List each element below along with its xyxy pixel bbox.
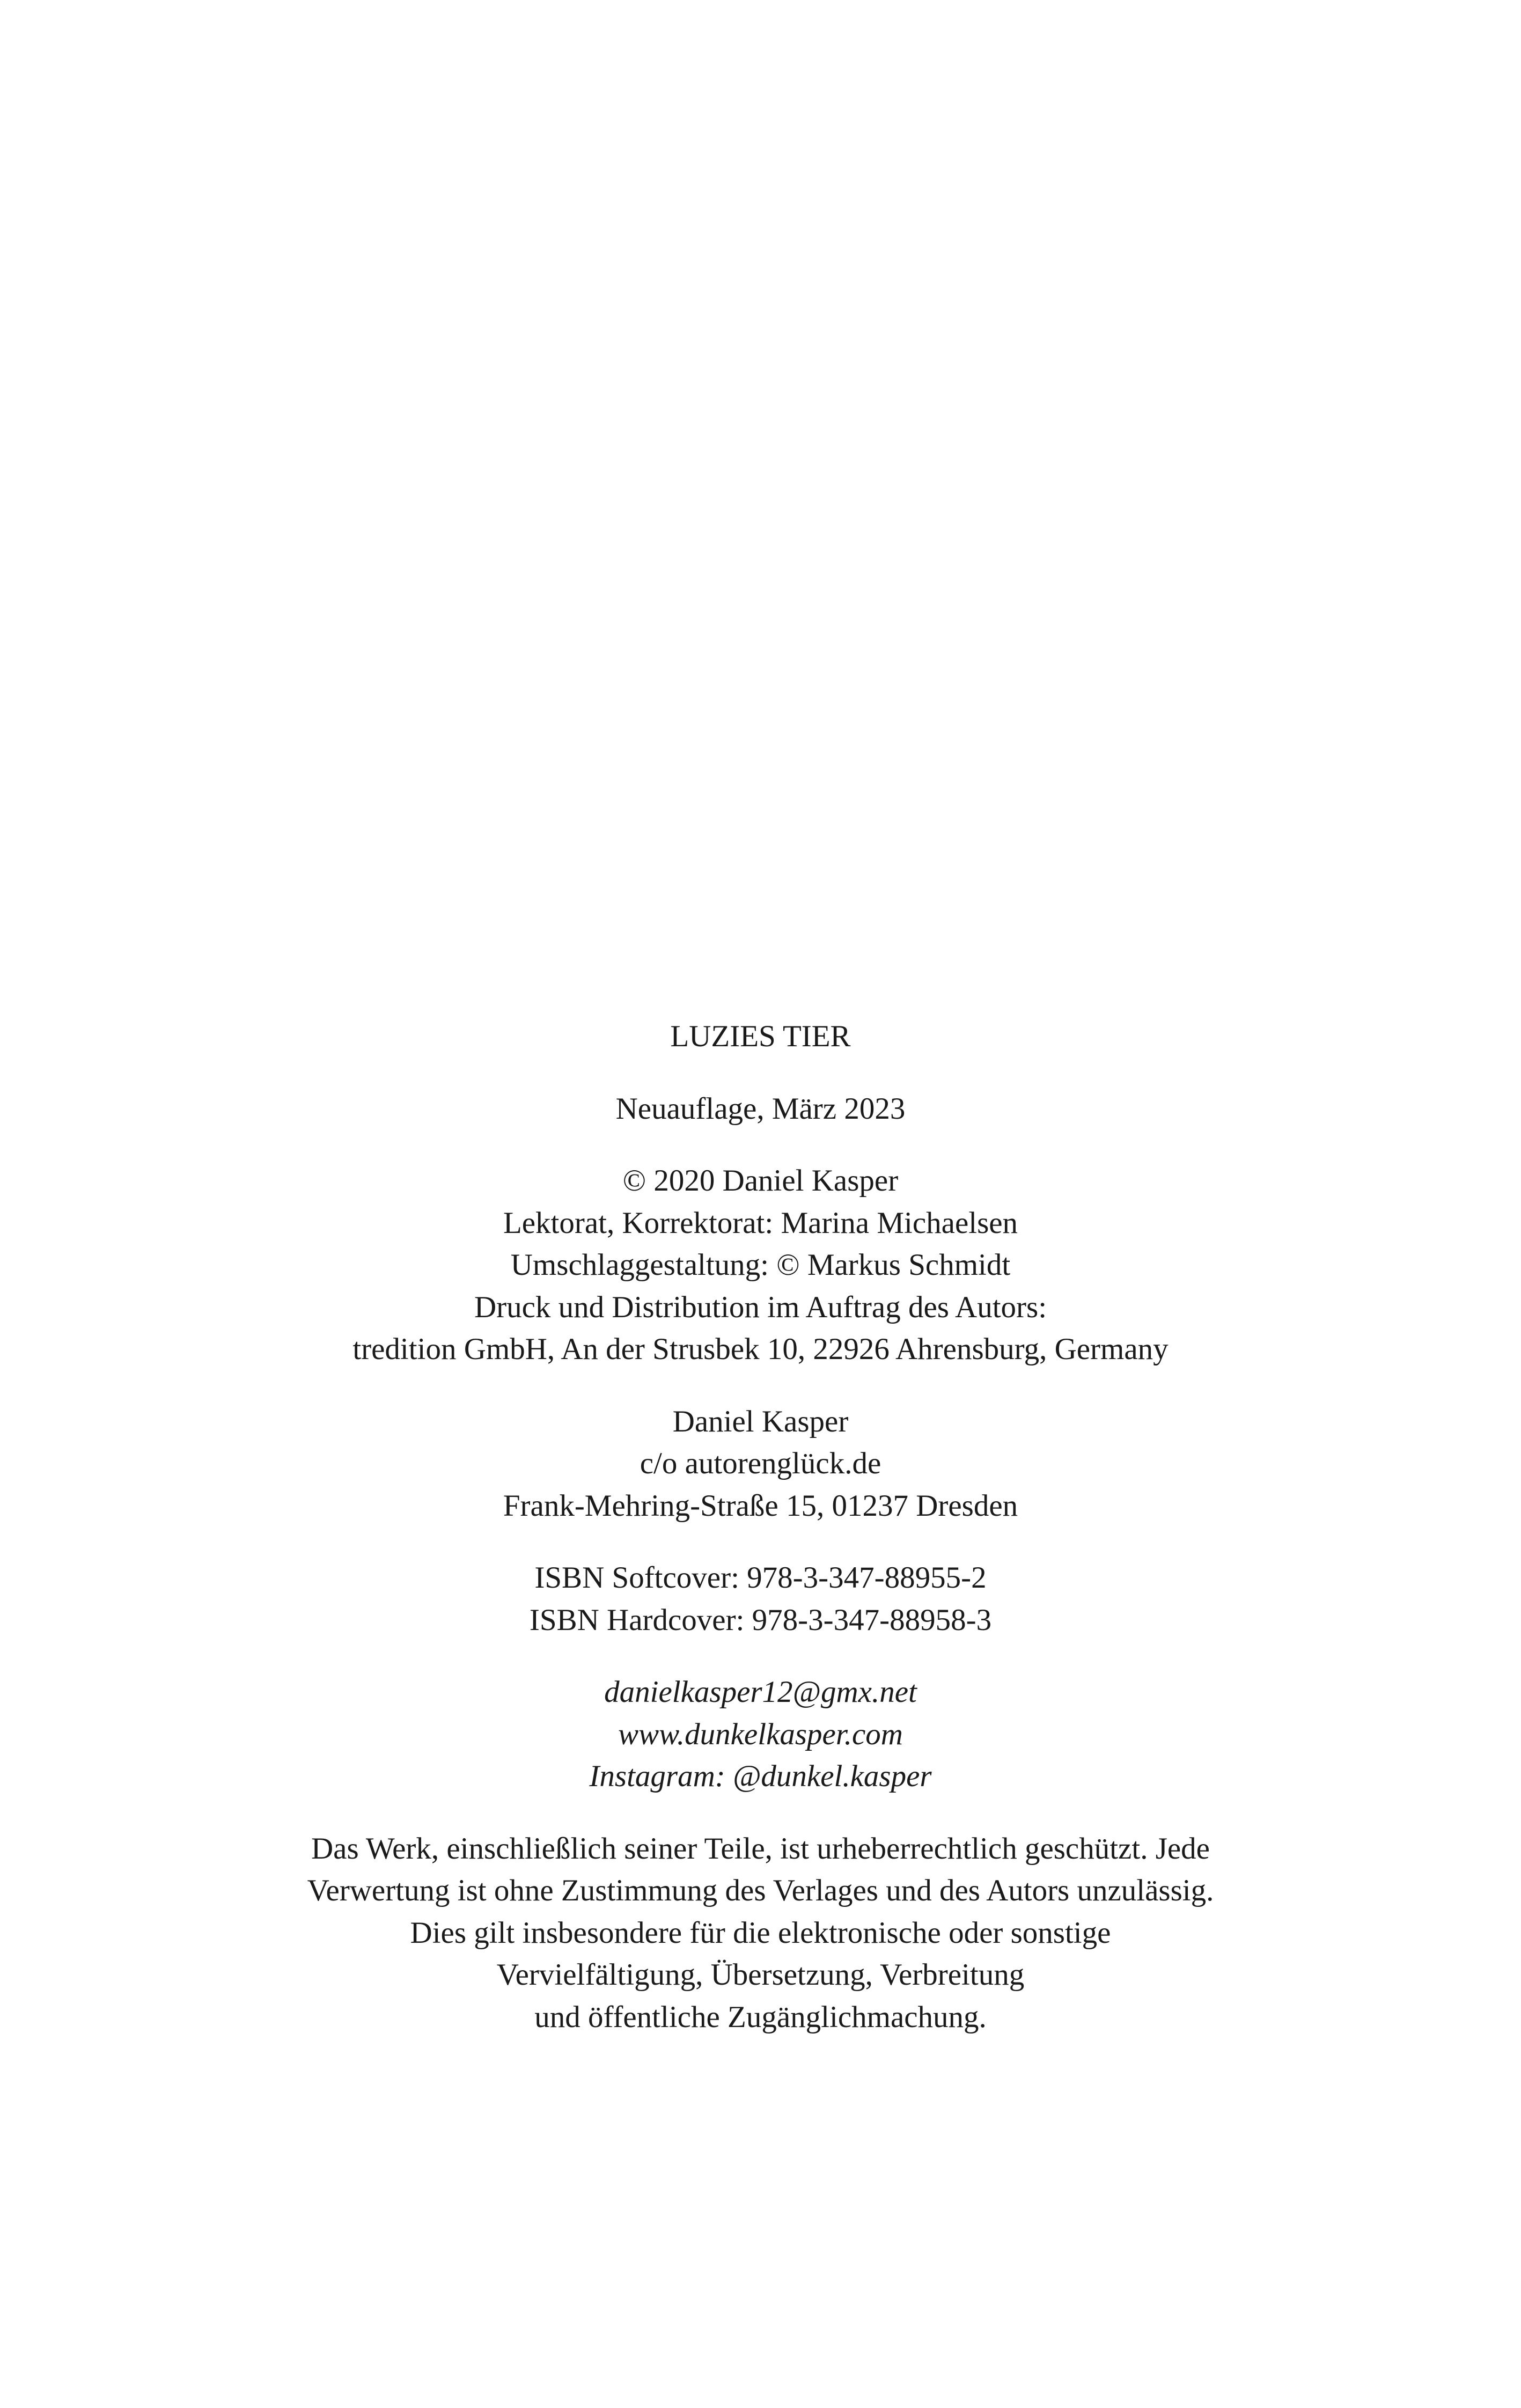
notice-line: Dies gilt insbesondere für die elektronische oder sonstige <box>410 1915 1111 1950</box>
isbn-hardcover: ISBN Hardcover: 978-3-347-88958-3 <box>529 1603 992 1637</box>
notice-line: Verwertung ist ohne Zustimmung des Verlages und des Autors unzulässig. <box>307 1874 1214 1907</box>
copyright-line: © 2020 Daniel Kasper <box>622 1164 899 1198</box>
edition-block <box>0 1088 1521 1130</box>
contact-email: danielkasper12@gmx.net <box>604 1675 917 1709</box>
notice-line: Vervielfältigung, Übersetzung, Verbreitung <box>496 1958 1025 1992</box>
care-of-line: c/o autorenglück.de <box>640 1447 881 1480</box>
cover-design-credit: Umschlaggestaltung: © Markus Schmidt <box>510 1248 1011 1282</box>
book-title-block <box>0 1016 1521 1058</box>
notice-line: Das Werk, einschließlich seiner Teile, ist urheberrechtlich geschützt. Jede <box>311 1831 1210 1866</box>
contact-website: www.dunkelkasper.com <box>618 1717 903 1751</box>
copyright-notice-block <box>0 1828 1521 2039</box>
distribution-line: Druck und Distribution im Auftrag des Autors: <box>474 1290 1047 1324</box>
edition-note: Neuauflage, März 2023 <box>615 1091 906 1126</box>
book-title: LUZIES TIER <box>670 1019 851 1053</box>
author-name: Daniel Kasper <box>672 1404 849 1438</box>
isbn-softcover: ISBN Softcover: 978-3-347-88955-2 <box>534 1561 987 1595</box>
editing-credit: Lektorat, Korrektorat: Marina Michaelsen <box>503 1206 1018 1240</box>
contact-block <box>0 1671 1521 1798</box>
isbn-block <box>0 1557 1521 1641</box>
imprint-section <box>0 1016 1521 2068</box>
publisher-address: tredition GmbH, An der Strusbek 10, 22926 Ahrensburg, Germany <box>352 1332 1169 1366</box>
credits-block <box>0 1160 1521 1371</box>
author-address-block <box>0 1401 1521 1528</box>
notice-line: und öffentliche Zugänglichmachung. <box>534 2000 987 2034</box>
contact-instagram: Instagram: @dunkel.kasper <box>589 1759 932 1793</box>
street-address: Frank-Mehring-Straße 15, 01237 Dresden <box>503 1488 1018 1523</box>
